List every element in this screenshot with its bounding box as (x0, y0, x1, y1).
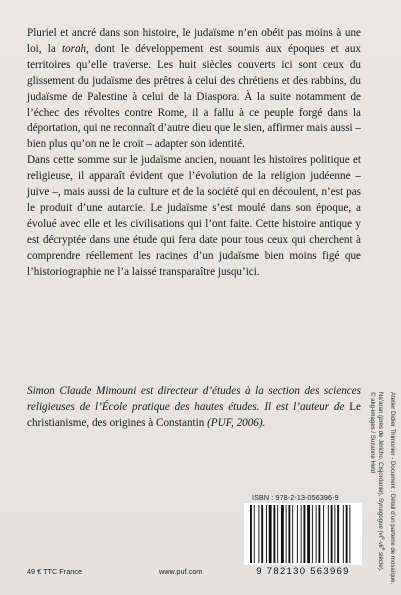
barcode-bar (307, 505, 310, 563)
blurb-paragraph-2: Dans cette somme sur le judaïsme ancien, nouant les histoires politique et religieuse, il apparaît évident que l’évolution de la religion judéenne – juive –, mais aussi de la culture et de la société qui en découlent, n’est pas le produit d’une autarcie. Le judaïsme s’est moulé dans son époque, a évolué avec elle et les civilisations qui l’ont faite. Cette histoire antique y est décryptée dans une étude qui fera date pour tous ceux qui cherchent à comprendre réellement les racines d’un judaïsme bien moins figé que l’historiographie ne l’a laissé transparaître jusqu’ici. (27, 154, 361, 278)
blurb-text: , dont le développement est soumis aux époques et aux territoires qu’elle traverse. Les huit siècles couverts ici sont ceux du glissement du judaïsme des prêtres à celui des chrétiens et des rabbins, du judaïsme de Palestine à celui de la Diaspora. À la suite notamment de l’échec des révoltes contre Rome, il a fallu à ce peuple forgé dans la déportation, qui ne reconnaît d’autre dieu que le sien, affirmer mais aussi – bien plus qu’on ne le croit – adapter son identité. (27, 42, 362, 151)
image-credit (360, 392, 396, 588)
author-bio-text: Simon Claude Mimouni est directeur d’études à la section des sciences religieuses de l’École pratique des hautes études. Il est l’auteur de (27, 385, 361, 413)
author-bio (27, 384, 361, 432)
barcode-bar (303, 505, 305, 563)
barcode-bar (346, 505, 348, 563)
credit-text: siècle). (377, 550, 385, 572)
publisher-website: www.puf.com (159, 567, 203, 576)
barcode-bar (258, 505, 259, 563)
barcode-bar (277, 505, 278, 563)
credit-line-2: © akg-images / Suzanne Held (368, 392, 376, 474)
barcode-bar (301, 505, 302, 563)
barcode (244, 503, 362, 565)
credit-sup: e (380, 547, 387, 551)
book-title: Le christianisme, des origines à Constantin (27, 400, 361, 429)
barcode-bar (323, 505, 324, 563)
barcode-bar (337, 505, 339, 563)
blurb-paragraph-1 (27, 26, 361, 153)
price: 49 € TTC France (27, 567, 83, 576)
barcode-bar (349, 505, 350, 563)
barcode-bar (250, 505, 252, 563)
barcode-bar (266, 505, 267, 563)
blurb (27, 26, 361, 281)
barcode-bar (273, 505, 275, 563)
barcode-bar (286, 505, 287, 563)
barcode-bar (254, 505, 255, 563)
barcode-bar (288, 505, 290, 563)
barcode-bar (281, 505, 284, 563)
barcode-bar (334, 505, 335, 563)
isbn-label: ISBN : 978-2-13-056396-9 (252, 493, 339, 502)
credit-text: Atelier Didier Thimonier - Document : Détail d’un parterre de mosaïque, Na’aran (près de Jéricho, Cisjordanie), Synagogue (vi (377, 392, 396, 585)
barcode-bar (343, 505, 344, 563)
author-bio-text: (PUF, 2006). (204, 416, 266, 429)
torah-word: torah (61, 42, 87, 55)
barcode-bar (318, 505, 320, 563)
barcode-digits: 9 782130 563969 (256, 566, 350, 577)
barcode-bar (316, 505, 317, 563)
barcode-bar (328, 505, 329, 563)
barcode-bar (312, 505, 313, 563)
barcode-bar (292, 505, 293, 563)
barcode-bar (297, 505, 298, 563)
barcode-bar (331, 505, 333, 563)
credit-line-1 (376, 392, 396, 588)
barcode-bars (244, 503, 362, 565)
credit-text: -vii (377, 539, 385, 548)
blurb-text: Pluriel et ancré dans son histoire, le judaïsme n’en obéit pas moins à une loi, la (27, 27, 361, 55)
credit-sup: e (380, 536, 387, 540)
barcode-bar (269, 505, 272, 563)
barcode-bar (261, 505, 263, 563)
